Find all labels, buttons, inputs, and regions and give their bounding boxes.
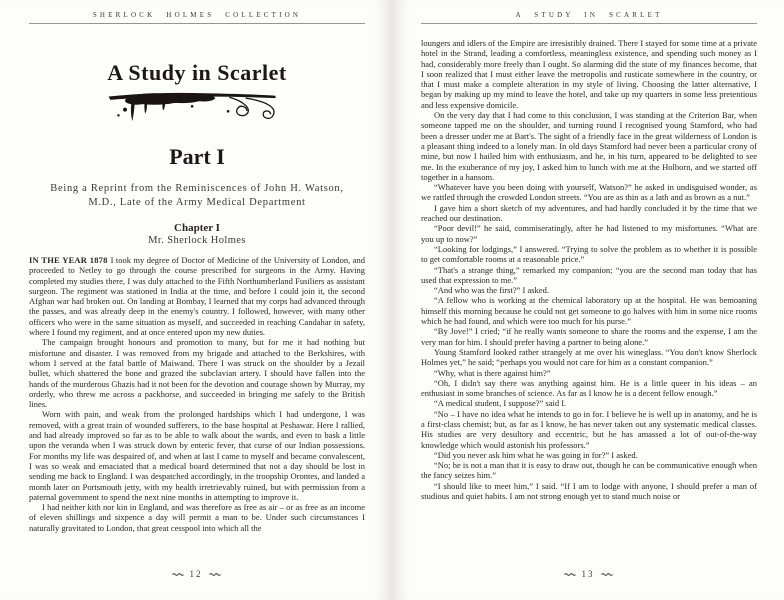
flourish-ornament-icon [29,88,365,130]
page-footer-left [0,568,392,579]
footer-ornament-icon [172,571,184,578]
paragraph: On the very day that I had come to this conclusion, I was standing at the Criterion Bar, when someone tapped me on the shoulder, and turning round I recognised young Stamford, who had been a dresser under me at Bart's. The sight of a friendly face in the great wilderness of London is a pleasant thing indeed to a lonely man. In old days Stamford had never been a particular crony of mine, but now I hailed him with enthusiasm, and he, in his turn, appeared to be delighted to see me. In the exuberance of my joy, I asked him to lunch with me at the Holborn, and we started off together in a hansom. [421,110,757,182]
paragraph: “Did you never ask him what he was going in for?” I asked. [434,449,638,460]
head-rule [29,23,365,24]
paragraph: “No – I have no idea what he intends to go in for. I believe he is well up in anatomy, and he is a first-class chemist; but, as far as I know, he has never taken out any systematic medical classes. His studies are very desultory and eccentric, but he has amassed a lot of out-of-the-way knowledge which would astonish his professors.” [421,408,757,450]
paragraph [29,255,365,337]
part-subtitle [29,182,365,209]
footer-ornament-icon [601,571,613,578]
paragraph: I had neither kith nor kin in England, and was therefore as free as air – or as free as an income of eleven shillings and sixpence a day will permit a man to be. Under such circumstances I naturally gravitated to London, that great cesspool into which all the [29,502,365,533]
paragraph: loungers and idlers of the Empire are irresistibly drained. There I stayed for some time at a private hotel in the Strand, leading a comfortless, meaningless existence, and spending such money as I had, considerably more freely than I ought. So alarming did the state of my finances become, that I soon realized that I must either leave the metropolis and rusticate somewhere in the country, or that I must make a complete alteration in my style of living. Choosing the latter alternative, I began by making up my mind to leave the hotel, and take up my quarters in some less pretentious and less expensive domicile. [421,38,757,110]
paragraph: I gave him a short sketch of my adventures, and had hardly concluded it by the time that we reached our destination. [421,202,757,224]
chapter-subtitle: Mr. Sherlock Holmes [148,235,246,246]
page-number: 12 [189,569,203,579]
lead-in: IN THE YEAR 1878 [29,255,108,265]
paragraph-text: I took my degree of Doctor of Medicine of the University of London, and proceeded to Netley to go through the course prescribed for surgeons in the Army. Having completed my studies there, I was duly attached to the Fifth Northumberland Fusiliers as assistant surgeon. The regiment was stationed in India at the time, and before I could join it, the second Afghan war had broken out. On landing at Bombay, I learned that my corps had advanced through the passes, and was already deep in the enemy's country. I followed, however, with many other officers who were in the same situation as myself, and succeeded in reaching Candahar in safety, where I found my regiment, and at once entered upon my new duties. [29,255,365,338]
right-page [392,0,784,600]
part-subtitle-line-2: M.D., Late of the Army Medical Department [88,196,306,208]
left-body-text [29,255,365,533]
footer-ornament-icon [209,571,221,578]
paragraph: Young Stamford looked rather strangely at me over his wineglass. “You don't know Sherlock Holmes yet,” he said; “perhaps you would not care for him as a constant companion.” [421,346,757,368]
paragraph: “Looking for lodgings,” I answered. “Trying to solve the problem as to whether it is possible to get comfortable rooms at a reasonable price.” [421,243,757,265]
paragraph: Worn with pain, and weak from the prolonged hardships which I had undergone, I was removed, with a great train of wounded sufferers, to the base hospital at Peshawar. Here I rallied, and had already improved so far as to be able to walk about the wards, and even to bask a little upon the veranda when I was struck down by enteric fever, that curse of our Indian possessions. For months my life was despaired of, and when at last I came to myself and became convalescent, I was so weak and emaciated that a medical board determined that not a day should be lost in sending me back to England. I was despatched accordingly, in the troopship Orontes, and landed a month later on Portsmouth jetty, with my health irretrievably ruined, but with permission from a paternal government to spend the next nine months in attempting to improve it. [29,409,365,502]
paragraph: “A fellow who is working at the chemical laboratory up at the hospital. He was bemoaning himself this morning because he could not get someone to go halves with him in some nice rooms which he had found, and which were too much for his purse.” [421,295,757,327]
paragraph: “Why, what is there against him?” [434,367,551,378]
paragraph: “I should like to meet him,” I said. “If I am to lodge with anyone, I should prefer a man of studious and quiet habits. I am not strong enough yet to stand much noise or [421,480,757,502]
paragraph: “No; he is not a man that it is easy to draw out, though he can be communicative enough when the fancy seizes him.” [421,460,757,481]
chapter-title: Chapter I [174,222,220,234]
paragraph: “A medical student, I suppose?” said I. [434,398,567,409]
part-subtitle-line-1: Being a Reprint from the Reminiscences of John H. Watson, [50,183,344,194]
running-head-left: SHERLOCK HOLMES COLLECTION [92,11,302,19]
paragraph: “That's a strange thing,” remarked my companion; “you are the second man today that has used that expression to me.” [421,264,757,285]
page-number: 13 [581,569,595,579]
paragraph: “By Jove!” I cried; “if he really wants someone to share the rooms and the expense, I am the very man for him. I should prefer having a partner to being alone.” [421,326,757,347]
paragraph: “And who was the first?” I asked. [434,285,549,296]
book-title: A Study in Scarlet [107,60,287,85]
paragraph: “Whatever have you been doing with yourself, Watson?” he asked in undisguised wonder, as we rattled through the crowded London streets. “You are as thin as a lath and as brown as a nut.” [421,182,757,203]
paragraph: “Oh, I didn't say there was anything against him. He is a little queer in his ideas – an enthusiast in some branches of science. As far as I know he is a decent fellow enough.” [421,377,757,399]
paragraph: “Poor devil!” he said, commiseratingly, after he had listened to my misfortunes. “What are you up to now?” [421,223,757,244]
right-body-text [421,38,757,501]
part-title: Part I [169,144,225,169]
paragraph: The campaign brought honours and promotion to many, but for me it had nothing but misfortune and disaster. I was removed from my brigade and attached to the Berkshires, with whom I served at the fatal battle of Maiwand. There I was struck on the shoulder by a Jezail bullet, which shattered the bone and grazed the subclavian artery. I should have fallen into the hands of the murderous Ghazis had it not been for the devotion and courage shown by Murray, my orderly, who threw me across a packhorse, and succeeded in bringing me safely to the British lines. [29,337,365,410]
footer-ornament-icon [564,571,576,578]
running-head-right: A STUDY IN SCARLET [515,11,663,19]
page-footer-right [392,568,784,579]
head-rule [421,23,757,24]
